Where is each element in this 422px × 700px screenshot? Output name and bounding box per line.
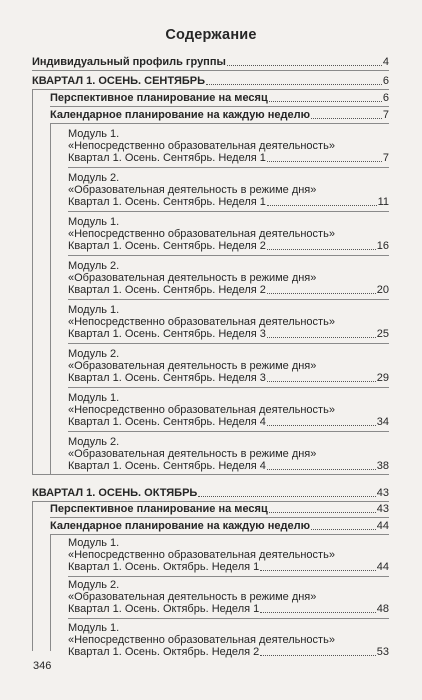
toc-page-number: 44	[376, 561, 389, 573]
toc-module-entry	[68, 537, 389, 573]
toc-page-number: 44	[376, 520, 389, 532]
module-label: Модуль 2.	[68, 348, 120, 360]
module-label: Модуль 1.	[68, 216, 120, 228]
page-number: 346	[33, 660, 52, 672]
leader-dots	[269, 101, 382, 102]
module-week: Квартал 1. Осень. Сентябрь. Неделя 1	[68, 196, 266, 208]
leader-dots	[267, 469, 376, 470]
subsection-bracket	[50, 534, 51, 651]
leader-dots	[267, 425, 376, 426]
module-title: «Образовательная деятельность в режиме дня»	[68, 591, 317, 603]
toc-page-number: 43	[376, 487, 389, 499]
entry-rule	[68, 387, 389, 388]
toc-entry-text: Календарное планирование на каждую неделю	[50, 109, 311, 121]
toc-page-number: 43	[376, 503, 389, 515]
toc-module-entry	[68, 128, 389, 164]
subsection-bracket	[50, 123, 51, 474]
toc-page-number: 34	[376, 416, 389, 428]
module-label: Модуль 1.	[68, 304, 120, 316]
leader-dots	[269, 512, 376, 513]
section-bracket	[32, 501, 33, 651]
leader-dots	[260, 655, 376, 656]
module-title: «Образовательная деятельность в режиме дня»	[68, 184, 317, 196]
leader-dots	[206, 84, 382, 85]
section-bracket	[32, 89, 33, 474]
module-label: Модуль 2.	[68, 260, 120, 272]
toc-entry-text: КВАРТАЛ 1. ОСЕНЬ. ОКТЯБРЬ	[32, 487, 198, 499]
leader-dots	[311, 529, 376, 530]
leader-dots	[227, 65, 382, 66]
toc-section-heading	[32, 75, 389, 87]
toc-module-entry	[68, 348, 389, 384]
leader-dots	[260, 570, 376, 571]
module-label: Модуль 1.	[68, 392, 120, 404]
toc-module-entry	[68, 436, 389, 472]
module-title: «Образовательная деятельность в режиме дня»	[68, 448, 317, 460]
toc-page-number: 48	[376, 603, 389, 615]
toc-module-entry	[68, 216, 389, 252]
module-label: Модуль 2.	[68, 172, 120, 184]
toc-section-heading	[32, 487, 389, 499]
toc-page-number: 29	[376, 372, 389, 384]
toc-entry-text: Перспективное планирование на месяц	[50, 503, 268, 515]
section-rule	[32, 501, 389, 502]
page-title: Содержание	[165, 27, 257, 43]
toc-module-entry	[68, 622, 389, 658]
toc-module-entry	[68, 579, 389, 615]
leader-dots	[198, 496, 375, 497]
toc-entry	[50, 520, 389, 532]
toc-page-number: 25	[376, 328, 389, 340]
toc-page-number: 11	[377, 196, 389, 208]
leader-dots	[260, 612, 376, 613]
toc-page-number: 53	[376, 646, 389, 658]
entry-rule	[68, 576, 389, 577]
subsection-rule	[50, 123, 389, 124]
module-title: «Образовательная деятельность в режиме дня»	[68, 272, 317, 284]
module-week: Квартал 1. Осень. Сентябрь. Неделя 1	[68, 152, 266, 164]
toc-page-number: 38	[376, 460, 389, 472]
entry-rule	[68, 299, 389, 300]
toc-entry	[50, 109, 389, 121]
subsection-rule	[50, 106, 389, 107]
section-rule	[32, 474, 389, 475]
leader-dots	[267, 205, 377, 206]
module-week: Квартал 1. Осень. Сентябрь. Неделя 3	[68, 372, 266, 384]
toc-entry-text: Перспективное планирование на месяц	[50, 92, 268, 104]
toc-module-entry	[68, 392, 389, 428]
module-label: Модуль 1.	[68, 128, 120, 140]
toc-entry	[50, 503, 389, 515]
module-label: Модуль 2.	[68, 579, 120, 591]
module-title: «Непосредственно образовательная деятельность»	[68, 549, 335, 561]
entry-rule	[68, 255, 389, 256]
subsection-rule	[50, 517, 389, 518]
toc-entry	[32, 56, 389, 68]
module-week: Квартал 1. Осень. Сентябрь. Неделя 4	[68, 460, 266, 472]
module-title: «Непосредственно образовательная деятельность»	[68, 140, 335, 152]
module-week: Квартал 1. Осень. Октябрь. Неделя 1	[68, 603, 260, 615]
section-rule	[32, 89, 389, 90]
toc-page-number: 7	[382, 152, 389, 164]
module-week: Квартал 1. Осень. Сентябрь. Неделя 2	[68, 284, 266, 296]
module-label: Модуль 1.	[68, 537, 120, 549]
module-title: «Образовательная деятельность в режиме дня»	[68, 360, 317, 372]
toc-page-number: 6	[382, 92, 389, 104]
module-week: Квартал 1. Осень. Сентябрь. Неделя 3	[68, 328, 266, 340]
toc-page-number: 4	[382, 56, 389, 68]
toc-entry	[50, 92, 389, 104]
module-title: «Непосредственно образовательная деятельность»	[68, 316, 335, 328]
toc-page-number: 20	[376, 284, 389, 296]
leader-dots	[267, 161, 382, 162]
module-week: Квартал 1. Осень. Сентябрь. Неделя 4	[68, 416, 266, 428]
module-week: Квартал 1. Осень. Октябрь. Неделя 2	[68, 646, 260, 658]
entry-rule	[68, 167, 389, 168]
leader-dots	[267, 381, 376, 382]
toc-module-entry	[68, 304, 389, 340]
toc-module-entry	[68, 260, 389, 296]
entry-rule	[68, 343, 389, 344]
toc-page-number: 16	[376, 240, 389, 252]
entry-rule	[68, 618, 389, 619]
entry-rule	[68, 211, 389, 212]
subsection-rule	[50, 534, 389, 535]
module-label: Модуль 2.	[68, 436, 120, 448]
module-week: Квартал 1. Осень. Октябрь. Неделя 1	[68, 561, 260, 573]
module-title: «Непосредственно образовательная деятельность»	[68, 228, 335, 240]
module-title: «Непосредственно образовательная деятельность»	[68, 404, 335, 416]
leader-dots	[267, 293, 376, 294]
toc-entry-text: Календарное планирование на каждую неделю	[50, 520, 311, 532]
toc-module-entry	[68, 172, 389, 208]
module-label: Модуль 1.	[68, 622, 120, 634]
module-week: Квартал 1. Осень. Сентябрь. Неделя 2	[68, 240, 266, 252]
leader-dots	[311, 118, 382, 119]
toc-entry-text: КВАРТАЛ 1. ОСЕНЬ. СЕНТЯБРЬ	[32, 75, 206, 87]
leader-dots	[267, 249, 376, 250]
section-rule	[32, 70, 389, 71]
toc-page-number: 6	[382, 75, 389, 87]
leader-dots	[267, 337, 376, 338]
toc-entry-text: Индивидуальный профиль группы	[32, 56, 226, 68]
toc-page-number: 7	[382, 109, 389, 121]
entry-rule	[68, 431, 389, 432]
module-title: «Непосредственно образовательная деятельность»	[68, 634, 335, 646]
